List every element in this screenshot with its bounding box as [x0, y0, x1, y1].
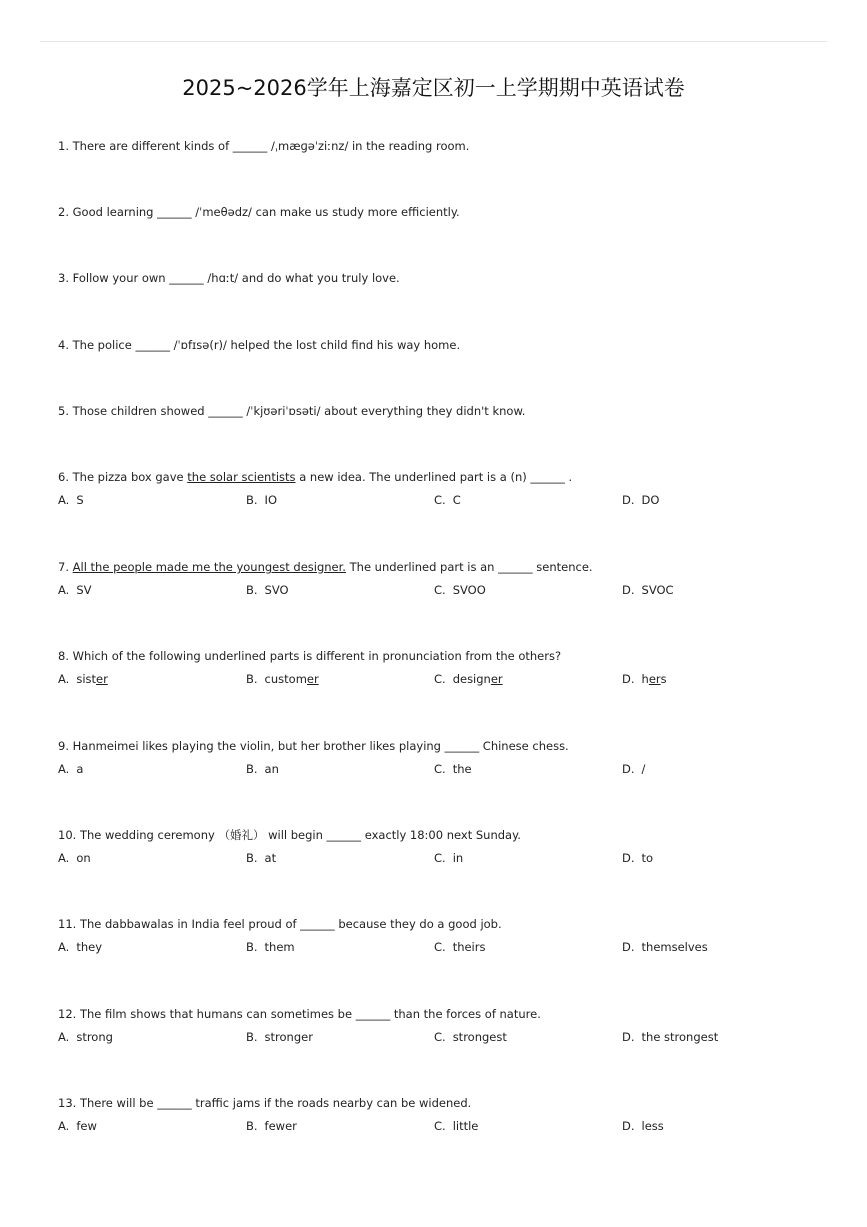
option-c[interactable] — [434, 761, 472, 777]
option-text: few — [76, 1119, 97, 1133]
option-text: them — [264, 940, 295, 954]
stem-text: a new idea. The underlined part is a (n) ______ . — [295, 470, 573, 484]
option-letter: B. — [246, 1030, 258, 1044]
option-letter: D. — [622, 1119, 635, 1133]
option-text: / — [641, 762, 646, 776]
option-a[interactable] — [58, 492, 84, 508]
option-letter: A. — [58, 762, 70, 776]
option-a[interactable] — [58, 939, 102, 955]
option-letter: A. — [58, 672, 70, 686]
option-letter: C. — [434, 493, 446, 507]
option-c[interactable] — [434, 939, 485, 955]
question-6 — [58, 469, 838, 508]
option-text: they — [76, 940, 103, 954]
question-9 — [58, 738, 838, 777]
question-stem: 9. Hanmeimei likes playing the violin, but her brother likes playing ______ Chinese chess. — [58, 739, 569, 753]
question-stem — [58, 559, 838, 575]
option-d[interactable] — [622, 671, 667, 687]
question-12 — [58, 1006, 838, 1045]
options — [58, 1118, 838, 1134]
option-letter: D. — [622, 493, 635, 507]
options — [58, 761, 838, 777]
option-letter: B. — [246, 493, 258, 507]
option-letter: D. — [622, 672, 635, 686]
question-stem: 4. The police ______ /ˈɒfɪsə(r)/ helped the lost child find his way home. — [58, 338, 461, 352]
option-letter: D. — [622, 1030, 635, 1044]
question-3 — [58, 270, 838, 286]
options — [58, 1029, 838, 1045]
option-b[interactable] — [246, 671, 319, 687]
option-letter: A. — [58, 1030, 70, 1044]
question-stem — [58, 469, 838, 485]
option-letter: D. — [622, 851, 635, 865]
option-letter: A. — [58, 940, 70, 954]
option-c[interactable] — [434, 1118, 478, 1134]
option-b[interactable] — [246, 761, 279, 777]
option-text: fewer — [264, 1119, 297, 1133]
option-letter: C. — [434, 1030, 446, 1044]
option-a[interactable] — [58, 582, 92, 598]
option-letter: A. — [58, 583, 70, 597]
option-letter: C. — [434, 583, 446, 597]
option-text: to — [641, 851, 654, 865]
underlined-letters: er — [648, 672, 661, 686]
option-b[interactable] — [246, 1029, 313, 1045]
option-d[interactable] — [622, 1029, 718, 1045]
option-text: an — [264, 762, 279, 776]
question-1 — [58, 138, 838, 154]
header-divider — [40, 41, 827, 42]
question-5 — [58, 403, 838, 419]
option-text: less — [641, 1119, 664, 1133]
option-text: little — [452, 1119, 479, 1133]
question-stem: 1. There are different kinds of ______ /ˌmæɡəˈziːnz/ in the reading room. — [58, 139, 470, 153]
option-text: C — [452, 493, 461, 507]
question-13 — [58, 1095, 838, 1134]
option-a[interactable] — [58, 1118, 97, 1134]
option-text: sist — [76, 672, 97, 686]
option-a[interactable] — [58, 761, 83, 777]
option-c[interactable] — [434, 582, 486, 598]
underlined-part: the solar scientists — [187, 470, 296, 484]
option-letter: C. — [434, 1119, 446, 1133]
option-b[interactable] — [246, 939, 295, 955]
stem-text: The underlined part is an ______ sentence. — [345, 560, 593, 574]
underlined-part: All the people made me the youngest designer. — [72, 560, 346, 574]
option-text: themselves — [641, 940, 708, 954]
option-c[interactable] — [434, 671, 503, 687]
option-letter: B. — [246, 762, 258, 776]
option-text: S — [76, 493, 84, 507]
option-d[interactable] — [622, 761, 645, 777]
option-text: design — [452, 672, 491, 686]
option-letter: B. — [246, 940, 258, 954]
question-stem: 5. Those children showed ______ /ˈkjʊəriˈɒsəti/ about everything they didn't know. — [58, 404, 526, 418]
option-text: SV — [76, 583, 92, 597]
option-letter: A. — [58, 493, 70, 507]
options — [58, 582, 838, 598]
options — [58, 492, 838, 508]
option-letter: C. — [434, 672, 446, 686]
option-letter: C. — [434, 940, 446, 954]
stem-text: 6. The pizza box gave — [58, 470, 188, 484]
option-text: at — [264, 851, 277, 865]
option-text: custom — [264, 672, 307, 686]
option-letter: C. — [434, 762, 446, 776]
option-b[interactable] — [246, 850, 276, 866]
option-b[interactable] — [246, 1118, 297, 1134]
question-4 — [58, 337, 838, 353]
question-stem: 11. The dabbawalas in India feel proud of ______ because they do a good job. — [58, 917, 502, 931]
option-b[interactable] — [246, 582, 289, 598]
option-letter: A. — [58, 851, 70, 865]
option-text: the — [452, 762, 472, 776]
question-2 — [58, 204, 838, 220]
option-text: SVOC — [641, 583, 674, 597]
option-c[interactable] — [434, 1029, 507, 1045]
option-b[interactable] — [246, 492, 277, 508]
question-8 — [58, 648, 838, 687]
underlined-letters: er — [306, 672, 319, 686]
option-text: on — [76, 851, 91, 865]
option-text: DO — [641, 493, 660, 507]
option-letter: C. — [434, 851, 446, 865]
option-a[interactable] — [58, 671, 108, 687]
option-text: in — [452, 851, 464, 865]
option-letter: D. — [622, 583, 635, 597]
option-text: the strongest — [641, 1030, 719, 1044]
option-text: s — [660, 672, 667, 686]
option-text: strongest — [452, 1030, 507, 1044]
underlined-letters: er — [96, 672, 108, 686]
question-stem: 10. The wedding ceremony （婚礼） will begin ______ exactly 18:00 next Sunday. — [58, 828, 521, 842]
option-text: SVO — [264, 583, 289, 597]
option-text: IO — [264, 493, 277, 507]
option-text: SVOO — [452, 583, 486, 597]
option-text: a — [76, 762, 84, 776]
option-d[interactable] — [622, 939, 708, 955]
underlined-letters: er — [490, 672, 503, 686]
option-letter: B. — [246, 583, 258, 597]
question-stem: 8. Which of the following underlined parts is different in pronunciation from the others? — [58, 649, 562, 663]
option-d[interactable] — [622, 492, 659, 508]
option-d[interactable] — [622, 582, 674, 598]
question-stem: 12. The film shows that humans can sometimes be ______ than the forces of nature. — [58, 1007, 541, 1021]
exam-title: 2025~2026学年上海嘉定区初一上学期期中英语试卷 — [182, 76, 685, 100]
option-d[interactable] — [622, 850, 653, 866]
option-text: strong — [76, 1030, 113, 1044]
option-d[interactable] — [622, 1118, 664, 1134]
options — [58, 939, 838, 955]
option-a[interactable] — [58, 850, 91, 866]
option-text: theirs — [452, 940, 486, 954]
option-letter: A. — [58, 1119, 70, 1133]
stem-text: 7. — [58, 560, 73, 574]
option-letter: B. — [246, 1119, 258, 1133]
option-text: stronger — [264, 1030, 313, 1044]
question-10 — [58, 827, 838, 866]
option-a[interactable] — [58, 1029, 113, 1045]
question-7 — [58, 559, 838, 598]
question-11 — [58, 916, 838, 955]
option-c[interactable] — [434, 850, 463, 866]
option-letter: D. — [622, 940, 635, 954]
option-c[interactable] — [434, 492, 461, 508]
question-stem: 2. Good learning ______ /ˈmeθədz/ can make us study more efficiently. — [58, 205, 460, 219]
question-stem: 3. Follow your own ______ /hɑːt/ and do what you truly love. — [58, 271, 400, 285]
option-text: h — [641, 672, 649, 686]
option-letter: D. — [622, 762, 635, 776]
options — [58, 671, 838, 687]
option-letter: B. — [246, 851, 258, 865]
option-letter: B. — [246, 672, 258, 686]
options — [58, 850, 838, 866]
question-stem: 13. There will be ______ traffic jams if the roads nearby can be widened. — [58, 1096, 472, 1110]
